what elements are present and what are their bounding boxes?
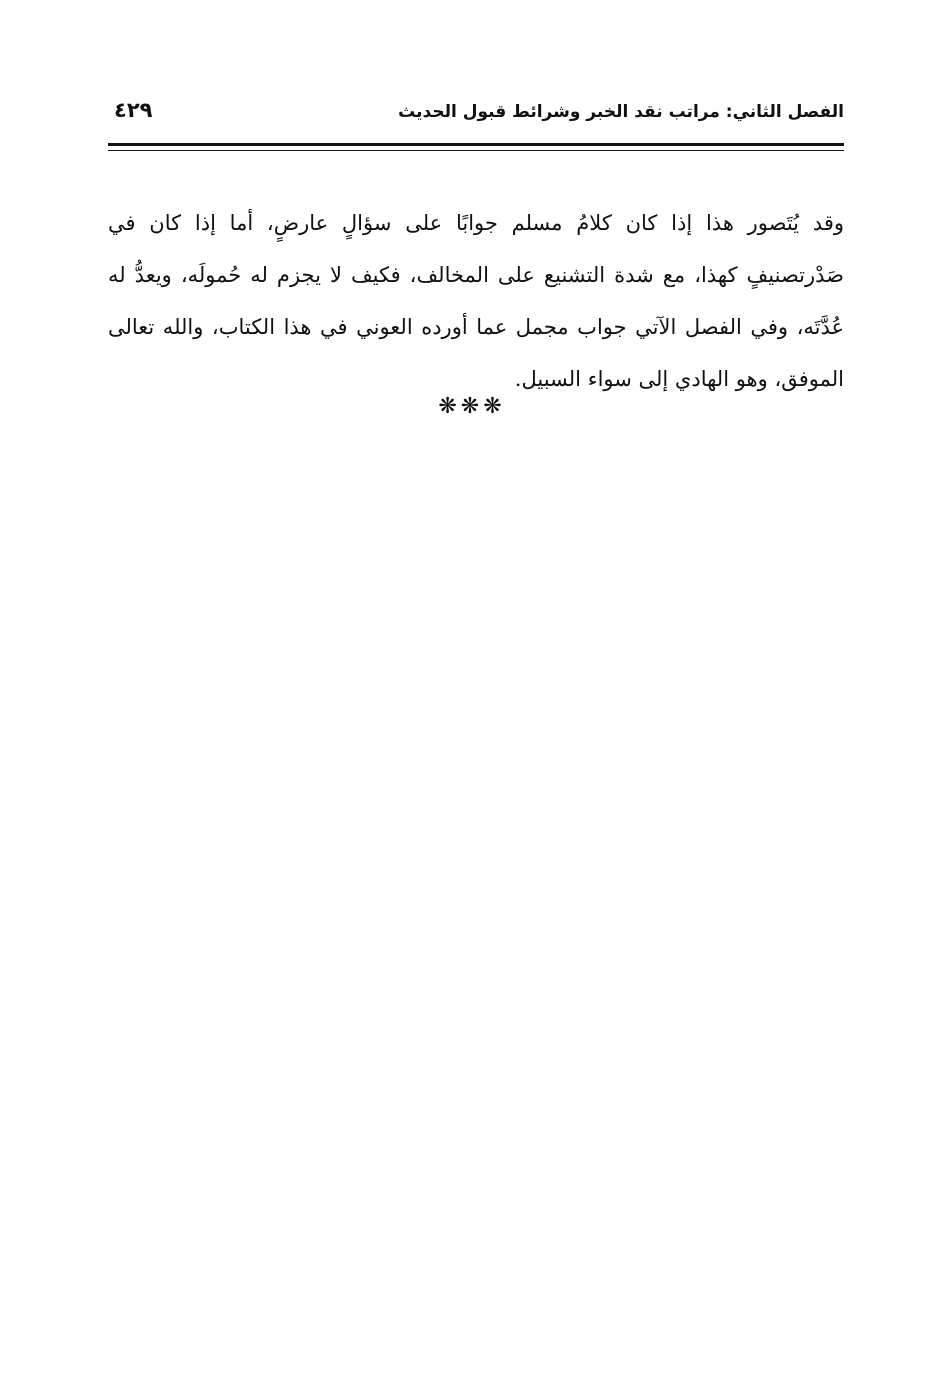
body-paragraph: وقد يُتَصور هذا إذا كان كلامُ مسلم جوابًا على سؤالٍ عارضٍ، أما إذا كان في صَدْرتصنيفٍ كهذا، مع شدة التشنيع على المخالف، فكيف لا يجزم له حُمولَه، ويعدُّ له عُدَّتَه، وفي الفصل الآتي جواب مجمل عما أورده العوني في هذا الكتاب، والله تعالى الموفق، وهو الهادي إلى سواء السبيل. <box>108 211 844 391</box>
chapter-title: الفصل الثاني: مراتب نقد الخبر وشرائط قبول الحديث <box>398 102 844 122</box>
header-rule-thin <box>108 150 844 151</box>
page-number: ٤٢٩ <box>114 98 153 122</box>
section-separator: ❋❋❋ <box>438 394 506 419</box>
running-header <box>108 96 844 136</box>
header-rule-thick <box>108 143 844 146</box>
